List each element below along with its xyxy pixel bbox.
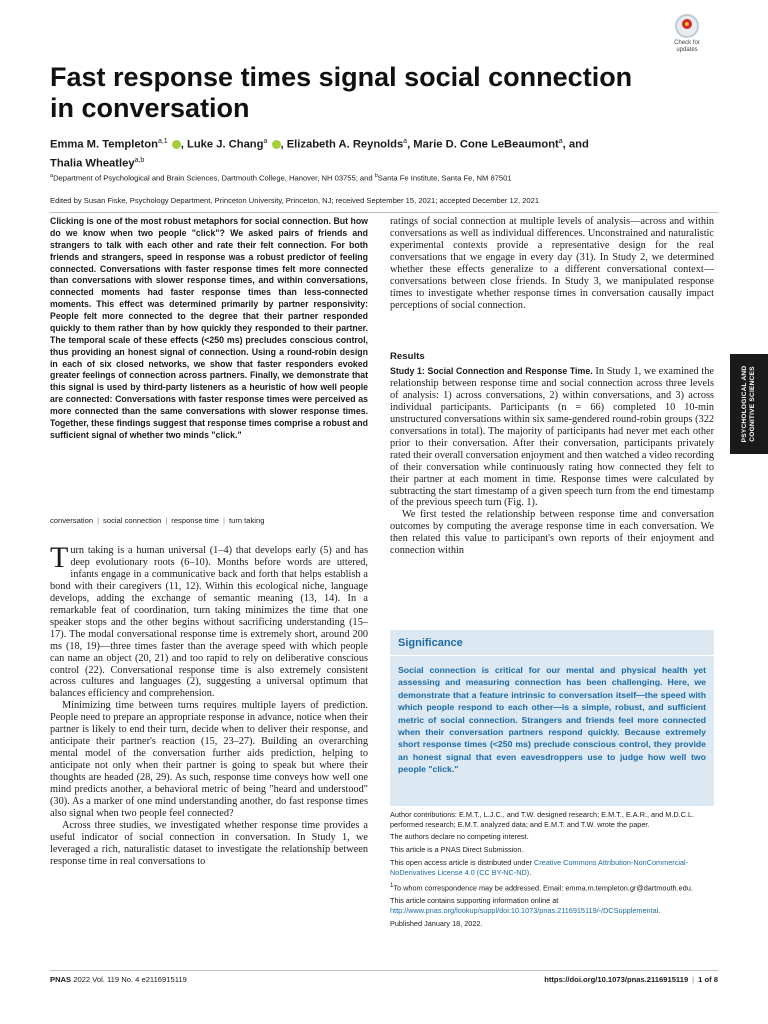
license-link[interactable]: Creative Commons Attribution-NonCommercial-NoDerivatives License 4.0 (CC BY-NC-ND) <box>390 858 689 877</box>
drop-cap: T <box>50 541 69 574</box>
check-for-updates-badge[interactable] <box>664 14 710 56</box>
direct-submission: This article is a PNAS Direct Submission. <box>390 845 524 855</box>
body-paragraph <box>50 541 368 700</box>
orcid-icon[interactable] <box>272 140 281 149</box>
affil-b: Santa Fe Institute, Santa Fe, NM 87501 <box>377 173 512 183</box>
supporting-info-end: . <box>658 905 661 915</box>
open-access-end: . <box>529 867 532 877</box>
subsection-heading: Study 1: Social Connection and Response Time. <box>390 366 593 376</box>
header-divider <box>50 212 718 213</box>
competing-interest: The authors declare no competing interest. <box>390 832 529 842</box>
section-side-tab <box>730 354 768 454</box>
author-name: , Elizabeth A. Reynolds <box>280 138 404 151</box>
significance-text: Social connection is critical for our mental and physical health yet assessing and measuring connection has been challenging. Here, we demonstrate that a feature intrinsic to conversation itself—the speed with which people respond to each other—is a simple, robust, and sufficient metric of social connection. Strangers and friends feel more connected when their conversation partners respond quickly. Because extremely short response times (<250 ms) preclude conscious control, they provide an honest signal that even eavesdroppers use to judge how well two people "click." <box>398 665 706 775</box>
footer-citation <box>50 975 187 984</box>
author-sup: a,b <box>134 156 145 164</box>
body-paragraph: We first tested the relationship between response time and conversation outcomes by computing the average response time in each conversation. We then related this value to participant's own reports of their enjoyment and connection within <box>390 509 714 557</box>
keyword: turn taking <box>228 516 265 525</box>
keyword: response time <box>171 516 219 525</box>
paragraph-text: urn taking is a human universal (1–4) that develops early (5) and has deep evolutionary roots (6–10). Months before words are uttered, infants engage in a communicative back and forth that helps establish a bond with their caregivers (11, 12). Within this ecological niche, language develops, adding the exchange of semantic meaning (13, 14). In a remarkable feat of coordination, turn taking minimizes the time that one speaker stops and the other begins without sacrificing understanding (15–17). The modal conversational response time is extremely short, around 200 ms (18, 19)—three times faster than the average speed with which people can name an object (20, 21) and too rapid to rely on deliberative conscious control (22). Conversational response time is also extremely consistent across cultures and languages (2), suggesting a universal optimum that balances efficiency and comprehension. <box>50 545 368 700</box>
supporting-info-note <box>390 896 714 915</box>
significance-divider <box>390 655 714 656</box>
body-paragraph <box>390 366 714 509</box>
author-list <box>50 134 670 171</box>
orcid-icon[interactable] <box>172 140 181 149</box>
side-tab-label <box>741 354 757 454</box>
author-sup: a <box>263 138 268 145</box>
footer-divider <box>50 970 718 971</box>
affiliations <box>50 171 720 184</box>
author-name: Thalia Wheatley <box>50 157 135 170</box>
author-conjunction: , and <box>562 138 589 151</box>
body-paragraph: Minimizing time between turns requires multiple layers of prediction. People need to prepare an appropriate response in advance, notice when their partner is likely to end their turn, decide when to deliver their response, and anticipate their partner's reaction (15, 23–27). Building an overarching mental model of the conversation further aids prediction, helping to anticipate not only when their partner is going to speak but where their thoughts are headed (28, 29). As such, response time conveys how well one mind predicts another, a behavioral metric of being "heard and understood" (30). As a marker of one mind understanding another, do fast response times also signal when two people feel connected? <box>50 700 368 819</box>
correspondence-note <box>390 881 714 893</box>
open-access-text: This open access article is distributed under <box>390 858 534 868</box>
affil-sup: b <box>374 173 378 179</box>
author-sup: a <box>558 138 563 145</box>
journal-name: PNAS <box>50 975 72 984</box>
author-name: , Luke J. Chang <box>180 138 264 151</box>
body-text-left-column <box>50 541 368 868</box>
crossmark-icon <box>675 14 699 38</box>
significance-heading: Significance <box>398 637 463 649</box>
body-text-right-column-top: ratings of social connection at multiple levels of analysis—across and within conversations as well as individual differences. Unconstrained and naturalistic experimental contexts provide a representative design for the real conversations that we engage in every day (31). In Study 2, we determined whether these effects generalize to a different conversational context—conversations between close friends. In Study 3, we manipulated response times to investigate whether response times in conversation causally impact perceptions of social connection. <box>390 216 714 311</box>
paragraph-text: In Study 1, we examined the relationship between response time and social connection across three levels of analysis: 1) across conversations, 2) within conversations, and 3) across individual participants. Participants (n = 66) completed 10 10-min unstructured conversations within six same-gendered round-robin groups (322 conversations in total). The majority of participants had never met each other prior to their conversation. After their conversation, participants privately rated their overall conversation enjoyment and then watched a video recording of their conversation while continuously rating how connected they felt to their partner at each moment in time. Response times were calculated by subtracting the start timestamp of a given speech turn from the end timestamp of the previous speech turn (Fig. 1). <box>390 366 715 509</box>
side-tab-line1: PSYCHOLOGICAL AND <box>741 365 748 443</box>
author-sup: a,1 <box>157 138 168 145</box>
correspondence-sup: 1 <box>390 881 394 889</box>
author-name: Emma M. Templeton <box>50 138 158 151</box>
check-updates-line1: Check for <box>674 40 700 46</box>
author-name: , Marie D. Cone LeBeaumont <box>407 138 559 151</box>
section-heading-results: Results <box>390 351 425 362</box>
keywords: conversation | social connection | response time | turn taking <box>50 516 265 525</box>
body-text-right-column <box>390 366 714 557</box>
significance-box <box>390 630 714 806</box>
citation-text: 2022 Vol. 119 No. 4 e2116915119 <box>71 975 187 984</box>
doi-link[interactable]: https://doi.org/10.1073/pnas.2116915119 <box>544 975 689 984</box>
keyword: social connection <box>103 516 162 525</box>
correspondence-text: To whom correspondence may be addressed. Email: emma.m.templeton.gr@dartmouth.edu. <box>393 883 693 893</box>
affil-sup: a <box>50 173 54 179</box>
article-notes <box>390 810 714 931</box>
check-updates-label <box>664 40 710 54</box>
side-tab-line2: COGNITIVE SCIENCES <box>749 366 756 442</box>
body-paragraph: Across three studies, we investigated whether response time provides a useful indicator of social connection in conversation. In Study 1, we leveraged a rich, naturalistic dataset to investigate the relationship between response time in real conversations to <box>50 819 368 867</box>
abstract: Clicking is one of the most robust metaphors for social connection. But how do we know when two people "click"? We asked pairs of friends and strangers to talk with each other and rate their felt connection. For both friends and strangers, speed in response was a robust predictor of feeling connected. Conversations with faster response times felt more connected than conversations with slower response times, and within conversations, connected moments had faster response times than less-connected moments. This effect was determined primarily by partner responsivity: People felt more connected to the degree that their partner responded quickly to them rather than by how quickly they responded to their partner. The temporal scale of these effects (<250 ms) precludes conscious control, thus providing an honest signal of connection. Using a round-robin design in each of six closed networks, we show that faster responders evoked greater feelings of connection across partners. Finally, we demonstrate that this signal is used by third-party listeners as a heuristic of how well people are connected: Conversations with faster response times were perceived as more connected than the same conversations with slower response times. Together, these findings suggest that response times comprise a robust and sufficient signal of whether two minds "click." <box>50 216 368 440</box>
supporting-info-text: This article contains supporting information online at <box>390 896 559 906</box>
supplemental-link[interactable]: http://www.pnas.org/lookup/suppl/doi:10.1073/pnas.2116915119/-/DCSupplemental <box>390 905 659 915</box>
check-updates-line2: updates <box>676 47 698 53</box>
footer-doi: https://doi.org/10.1073/pnas.2116915119 | 1 of 8 <box>544 975 718 984</box>
edited-by-line: Edited by Susan Fiske, Psychology Department, Princeton University, Princeton, NJ; received September 15, 2021; accepted December 12, 2021 <box>50 196 540 205</box>
author-sup: a <box>403 138 408 145</box>
published-date: Published January 18, 2022. <box>390 918 483 928</box>
author-contributions: Author contributions: E.M.T., L.J.C., and T.W. designed research; E.M.T., E.A.R., and M.D.C.L. performed research; E.M.T. analyzed data; and E.M.T. and T.W. wrote the paper. <box>390 810 695 829</box>
keyword: conversation <box>50 516 94 525</box>
open-access-note <box>390 858 714 877</box>
article-title: Fast response times signal social connection in conversation <box>50 62 633 123</box>
affil-a: Department of Psychological and Brain Sciences, Dartmouth College, Hanover, NH 03755; and <box>53 173 375 183</box>
page-number: 1 of 8 <box>698 975 718 984</box>
